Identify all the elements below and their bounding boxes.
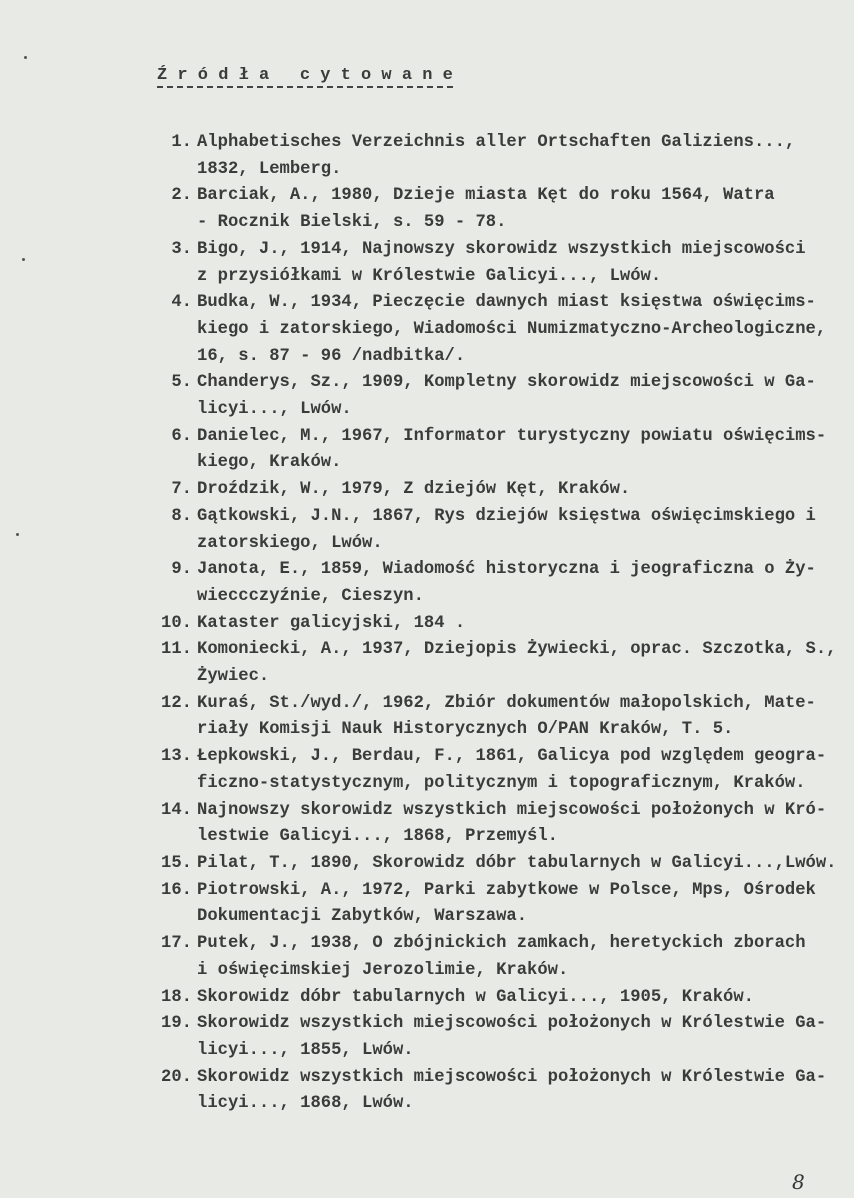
entry-text	[197, 183, 850, 236]
entry-line: 16, s. 87 - 96 /nadbitka/.	[197, 346, 466, 366]
entry-line: zatorskiego, Lwów.	[197, 533, 383, 553]
entry-line: Bigo, J., 1914, Najnowszy skorowidz wszystkich miejscowości	[197, 239, 806, 259]
entry-line: Droździk, W., 1979, Z dziejów Kęt, Kraków.	[197, 480, 631, 500]
bibliography-entry	[150, 744, 850, 797]
entry-text	[197, 477, 850, 504]
punch-mark	[16, 533, 19, 536]
entry-line: z przysiółkami w Królestwie Galicyi..., Lwów.	[197, 266, 662, 286]
entry-line: Piotrowski, A., 1972, Parki zabytkowe w Polsce, Mps, Ośrodek	[197, 880, 816, 900]
bibliography-entry	[150, 878, 850, 931]
bibliography-entry	[150, 183, 850, 236]
entry-line: Łepkowski, J., Berdau, F., 1861, Galicya pod względem geogra-	[197, 747, 827, 767]
entry-number: 17.	[161, 934, 192, 954]
entry-text	[197, 744, 850, 797]
entry-number: 10.	[161, 613, 192, 633]
entry-text	[197, 504, 850, 557]
entry-line: Skorowidz wszystkich miejscowości położonych w Królestwie Ga-	[197, 1014, 827, 1034]
entry-line: Żywiec.	[197, 667, 270, 687]
entry-number: 14.	[161, 800, 192, 820]
entry-line: Najnowszy skorowidz wszystkich miejscowości położonych w Kró-	[197, 800, 827, 820]
entry-text	[197, 130, 850, 183]
bibliography-entry	[150, 477, 850, 504]
entry-text	[197, 237, 850, 290]
entry-line: kiego i zatorskiego, Wiadomości Numizmatyczno-Archeologiczne,	[197, 319, 827, 339]
entry-text	[197, 637, 850, 690]
entry-line: wieccczyźnie, Cieszyn.	[197, 586, 424, 606]
entry-number: 1.	[171, 133, 192, 152]
entry-number: 7.	[171, 480, 192, 500]
entry-line: Danielec, M., 1967, Informator turystyczny powiatu oświęcims-	[197, 426, 827, 446]
entry-text	[197, 878, 850, 931]
entry-line: licyi..., 1868, Lwów.	[197, 1094, 414, 1114]
entry-text	[197, 370, 850, 423]
entry-line: Alphabetisches Verzeichnis aller Ortschaften Galiziens...,	[197, 133, 796, 152]
entry-line: licyi..., Lwów.	[197, 400, 352, 420]
entry-line: Komoniecki, A., 1937, Dziejopis Żywiecki, oprac. Szczotka, S.,	[197, 640, 837, 660]
bibliography-entry	[150, 691, 850, 744]
entry-text	[197, 985, 850, 1012]
entry-line: kiego, Kraków.	[197, 453, 342, 473]
entry-number: 9.	[171, 560, 192, 580]
bibliography-entry	[150, 290, 850, 370]
bibliography-entry	[150, 130, 850, 183]
entry-number: 2.	[171, 186, 192, 206]
entry-line: riały Komisji Nauk Historycznych O/PAN Kraków, T. 5.	[197, 720, 734, 740]
bibliography-list	[150, 130, 850, 1118]
bibliography-entry	[150, 931, 850, 984]
entry-line: Skorowidz dóbr tabularnych w Galicyi..., 1905, Kraków.	[197, 987, 754, 1007]
entry-line: Budka, W., 1934, Pieczęcie dawnych miast księstwa oświęcims-	[197, 293, 816, 313]
entry-line: Dokumentacji Zabytków, Warszawa.	[197, 907, 528, 927]
bibliography-entry	[150, 237, 850, 290]
bibliography-entry	[150, 851, 850, 878]
entry-line: Gątkowski, J.N., 1867, Rys dziejów księstwa oświęcimskiego i	[197, 506, 816, 526]
entry-number: 16.	[161, 880, 192, 900]
entry-text	[197, 290, 850, 370]
entry-number: 12.	[161, 693, 192, 713]
entry-number: 18.	[161, 987, 192, 1007]
entry-number: 3.	[171, 239, 192, 259]
entry-line: Janota, E., 1859, Wiadomość historyczna i jeograficzna o Ży-	[197, 560, 816, 580]
bibliography-entry	[150, 611, 850, 638]
bibliography-entry	[150, 1011, 850, 1064]
entry-text	[197, 851, 850, 878]
entry-line: licyi..., 1855, Lwów.	[197, 1040, 414, 1060]
entry-number: 20.	[161, 1067, 192, 1087]
bibliography-entry	[150, 637, 850, 690]
entry-number: 15.	[161, 853, 192, 873]
entry-line: i oświęcimskiej Jerozolimie, Kraków.	[197, 960, 569, 980]
entry-text	[197, 1011, 850, 1064]
entry-number: 13.	[161, 747, 192, 767]
entry-number: 8.	[171, 506, 192, 526]
entry-number: 19.	[161, 1014, 192, 1034]
section-title: Ź r ó d ł a c y t o w a n e	[157, 66, 453, 88]
entry-number: 5.	[171, 373, 192, 393]
entry-text	[197, 798, 850, 851]
entry-text	[197, 557, 850, 610]
bibliography-entry	[150, 424, 850, 477]
bibliography-entry	[150, 798, 850, 851]
entry-line: 1832, Lemberg.	[197, 159, 342, 179]
entry-number: 11.	[161, 640, 192, 660]
entry-line: - Rocznik Bielski, s. 59 - 78.	[197, 213, 507, 233]
entry-line: Kataster galicyjski, 184 .	[197, 613, 466, 633]
entry-line: Pilat, T., 1890, Skorowidz dóbr tabularnych w Galicyi...,Lwów.	[197, 853, 837, 873]
entry-line: Skorowidz wszystkich miejscowości położonych w Królestwie Ga-	[197, 1067, 827, 1087]
page-number: 8	[792, 1170, 805, 1194]
bibliography-entry	[150, 557, 850, 610]
entry-line: ficzno-statystycznym, politycznym i topograficznym, Kraków.	[197, 773, 806, 793]
punch-mark	[22, 258, 25, 261]
entry-number: 4.	[171, 293, 192, 313]
punch-mark	[24, 56, 27, 59]
bibliography-entry	[150, 370, 850, 423]
bibliography-entry	[150, 504, 850, 557]
entry-text	[197, 1065, 850, 1118]
entry-text	[197, 931, 850, 984]
bibliography-entry	[150, 1065, 850, 1118]
entry-line: lestwie Galicyi..., 1868, Przemyśl.	[197, 827, 558, 847]
entry-number: 6.	[171, 426, 192, 446]
bibliography-entry	[150, 985, 850, 1012]
entry-text	[197, 691, 850, 744]
entry-text	[197, 424, 850, 477]
entry-line: Kuraś, St./wyd./, 1962, Zbiór dokumentów małopolskich, Mate-	[197, 693, 816, 713]
entry-line: Putek, J., 1938, O zbójnickich zamkach, heretyckich zborach	[197, 934, 806, 954]
entry-line: Chanderys, Sz., 1909, Kompletny skorowidz miejscowości w Ga-	[197, 373, 816, 393]
entry-line: Barciak, A., 1980, Dzieje miasta Kęt do roku 1564, Watra	[197, 186, 775, 206]
entry-text	[197, 611, 850, 638]
